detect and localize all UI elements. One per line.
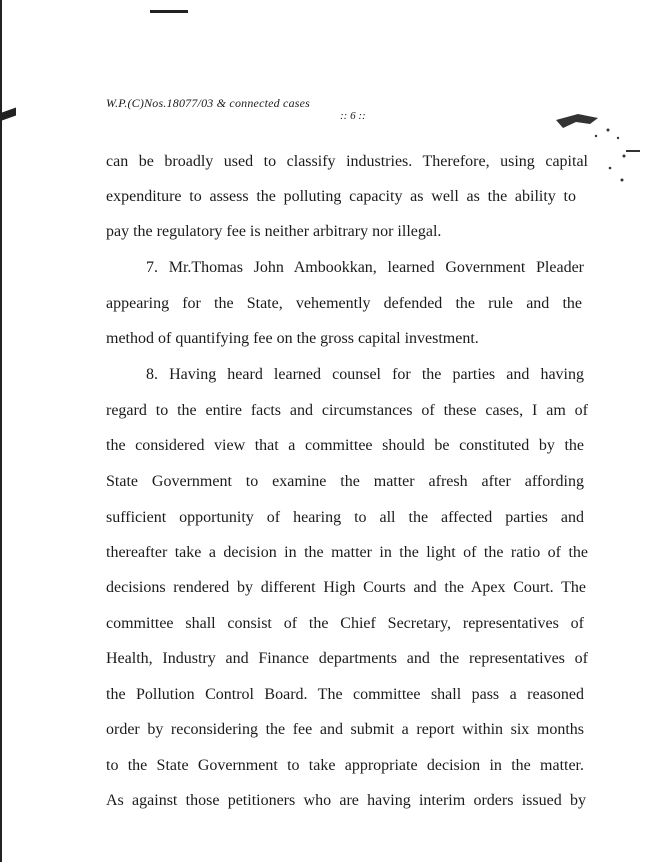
paragraph-7-line: 7. Mr.Thomas John Ambookkan, learned Government Pleader (146, 259, 584, 276)
case-number-header: W.P.(C)Nos.18077/03 & connected cases (106, 96, 311, 110)
scan-left-mark (2, 107, 16, 120)
body-line: appearing for the State, vehemently defended the rule and the (106, 295, 582, 312)
body-line: decisions rendered by different High Courts and the Apex Court. The (106, 579, 586, 596)
scan-top-mark (150, 10, 188, 13)
body-line: committee shall consist of the Chief Secretary, representatives of (106, 615, 584, 632)
body-line: State Government to examine the matter afresh after affording (106, 473, 584, 490)
body-line: can be broadly used to classify industries. Therefore, using capital (106, 153, 588, 170)
body-line: regard to the entire facts and circumstances of these cases, I am of (106, 402, 588, 419)
body-line: expenditure to assess the polluting capacity as well as the ability to (106, 188, 576, 205)
body-line: pay the regulatory fee is neither arbitrary nor illegal. (106, 223, 442, 240)
body-line: Health, Industry and Finance departments and the representatives of (106, 650, 588, 667)
body-line: to the State Government to take appropriate decision in the matter. (106, 757, 584, 774)
body-line: order by reconsidering the fee and submit a report within six months (106, 721, 584, 738)
scan-edge-line (0, 0, 2, 862)
body-line: As against those petitioners who are having interim orders issued by (106, 792, 586, 809)
page-number: :: 6 :: (340, 110, 366, 122)
paragraph-8-line: 8. Having heard learned counsel for the parties and having (146, 366, 584, 383)
body-line: the considered view that a committee should be constituted by the (106, 437, 584, 454)
body-line: the Pollution Control Board. The committee shall pass a reasoned (106, 686, 584, 703)
body-line: method of quantifying fee on the gross capital investment. (106, 330, 479, 347)
body-line: thereafter take a decision in the matter in the light of the ratio of the (106, 544, 588, 561)
body-line: sufficient opportunity of hearing to all the affected parties and (106, 509, 584, 526)
